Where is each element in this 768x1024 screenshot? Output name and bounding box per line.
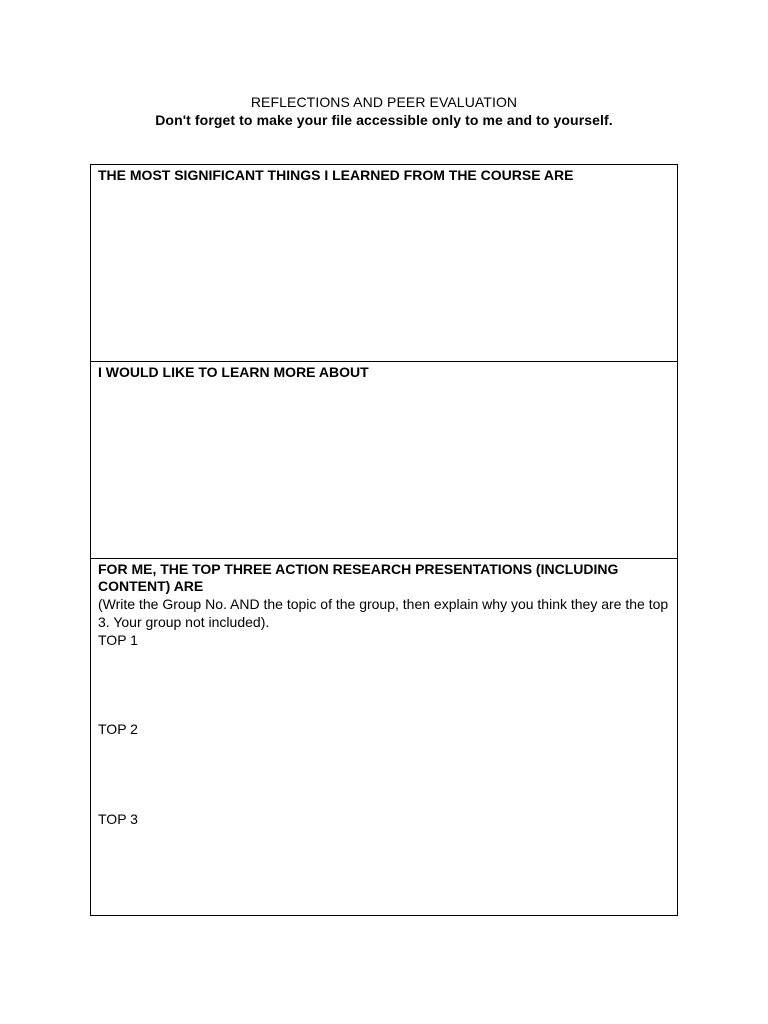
reflection-form-table — [90, 164, 678, 916]
top-presentations-heading: FOR ME, THE TOP THREE ACTION RESEARCH PRESENTATIONS (INCLUDING CONTENT) ARE — [98, 561, 619, 594]
top-2-label: TOP 2 — [98, 721, 138, 737]
document-title: REFLECTIONS AND PEER EVALUATION — [250, 94, 518, 110]
top-presentations-instructions: (Write the Group No. AND the topic of the group, then explain why you think they are the top 3. Your group not included). — [98, 596, 669, 630]
learn-more-section-heading: I WOULD LIKE TO LEARN MORE ABOUT — [98, 364, 369, 380]
document-subtitle: Don't forget to make your file accessible only to me and to yourself. — [155, 112, 613, 128]
top-3-label: TOP 3 — [98, 811, 138, 827]
learn-more-section[interactable] — [91, 362, 677, 559]
learned-section[interactable] — [91, 165, 677, 362]
document-header — [0, 93, 768, 129]
learned-section-heading: THE MOST SIGNIFICANT THINGS I LEARNED FROM THE COURSE ARE — [98, 167, 574, 183]
top-1-label: TOP 1 — [98, 632, 138, 648]
top-presentations-section[interactable] — [91, 559, 677, 915]
